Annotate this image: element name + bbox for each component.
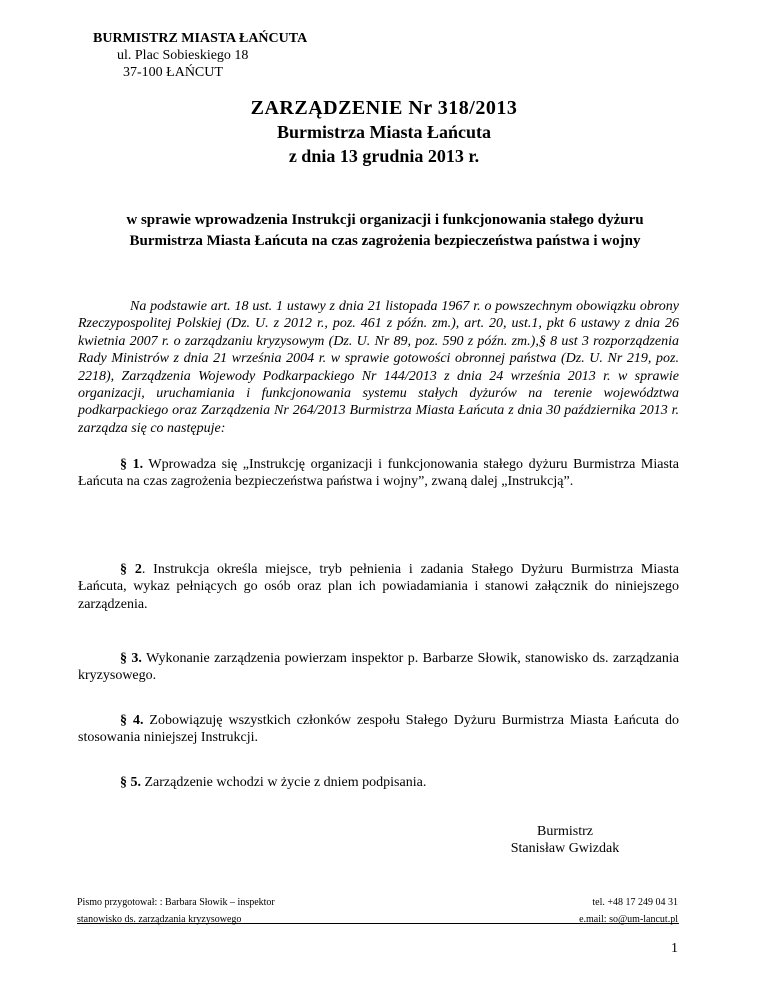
page-number: 1 (671, 941, 678, 956)
letterhead (93, 30, 307, 81)
signature-role: Burmistrz (537, 824, 593, 839)
paragraph-5 (78, 774, 679, 791)
paragraph-text: Wykonanie zarządzenia powierzam inspektor p. Barbarze Słowik, stanowisko ds. zarządzania kryzysowego. (78, 651, 680, 684)
paragraph-number: § 2 (120, 562, 142, 577)
document-issuer: Burmistrza Miasta Łańcuta (277, 122, 491, 142)
footer-author: Pismo przygotował: : Barbara Słowik – inspektor (77, 897, 275, 908)
paragraph-text: Zobowiązuję wszystkich członków zespołu Stałego Dyżuru Burmistrza Miasta Łańcuta do stosowania niniejszej Instrukcji. (78, 713, 679, 746)
document-subject: w sprawie wprowadzenia Instrukcji organizacji i funkcjonowania stałego dyżuru Burmistrza Miasta Łańcuta na czas zagrożenia bezpieczeństwa państwa i wojny (126, 212, 644, 249)
paragraph-1 (78, 456, 679, 491)
paragraph-4 (78, 712, 679, 747)
paragraph-number: § 3. (120, 651, 142, 666)
document-title-block (0, 96, 768, 168)
footer-phone: tel. +48 17 249 04 31 (592, 897, 678, 908)
paragraph-number: § 5. (120, 775, 141, 790)
signature-block (440, 823, 690, 857)
signature-name: Stanisław Gwizdak (510, 841, 620, 856)
footer-email: e.mail: so@um-lancut.pl (579, 914, 678, 925)
paragraph-number: § 4. (120, 713, 144, 728)
document-title: ZARZĄDZENIE Nr 318/2013 (250, 97, 518, 119)
paragraph-text: Zarządzenie wchodzi w życie z dniem podpisania. (141, 775, 427, 790)
footer-divider (77, 923, 679, 924)
letterhead-city: 37-100 ŁAŃCUT (123, 65, 223, 80)
letterhead-street: ul. Plac Sobieskiego 18 (117, 48, 249, 63)
footer-position: stanowisko ds. zarządzania kryzysowego (77, 914, 242, 925)
paragraph-2 (78, 561, 679, 613)
paragraph-number: § 1. (120, 457, 144, 472)
document-date: z dnia 13 grudnia 2013 r. (288, 146, 480, 166)
paragraph-text: Wprowadza się „Instrukcję organizacji i funkcjonowania stałego dyżuru Burmistrza Miasta Łańcuta na czas zagrożenia bezpieczeństwa państwa i wojny”, zwaną dalej „Instrukcją”. (78, 457, 679, 490)
paragraph-text: . Instrukcja określa miejsce, tryb pełnienia i zadania Stałego Dyżuru Burmistrza Miasta Łańcuta, wykaz pełniących go osób oraz plan ich powiadamiania i stanowi załącznik do niniejszego zarządzenia. (78, 562, 680, 612)
paragraph-3 (78, 650, 679, 685)
legal-basis: Na podstawie art. 18 ust. 1 ustawy z dnia 21 listopada 1967 r. o powszechnym obowiązku obrony Rzeczypospolitej Polskiej (Dz. U. z 2012 r., poz. 461 z późn. zm.), art. 20, ust.1, pkt 6 ustawy z dnia 26 kwietnia 2007 r. o zarządzaniu kryzysowym (Dz. U. Nr 89, poz. 590 z późn. zm.),§ 8 ust 3 rozporządzenia Rady Ministrów z dnia 21 września 2004 r. w sprawie gotowości obronnej państwa (Dz. U. Nr 219, poz. 2218), Zarządzenia Wojewody Podkarpackiego Nr 144/2013 z dnia 24 września 2013 r. w sprawie organizacji, uruchamiania i funkcjonowania systemu stałych dyżurów na terenie województwa podkarpackiego oraz Zarządzenia Nr 264/2013 Burmistrza Miasta Łańcuta z dnia 30 października 2013 r. zarządza się co następuje: (78, 299, 679, 436)
letterhead-org: BURMISTRZ MIASTA ŁAŃCUTA (93, 31, 308, 46)
